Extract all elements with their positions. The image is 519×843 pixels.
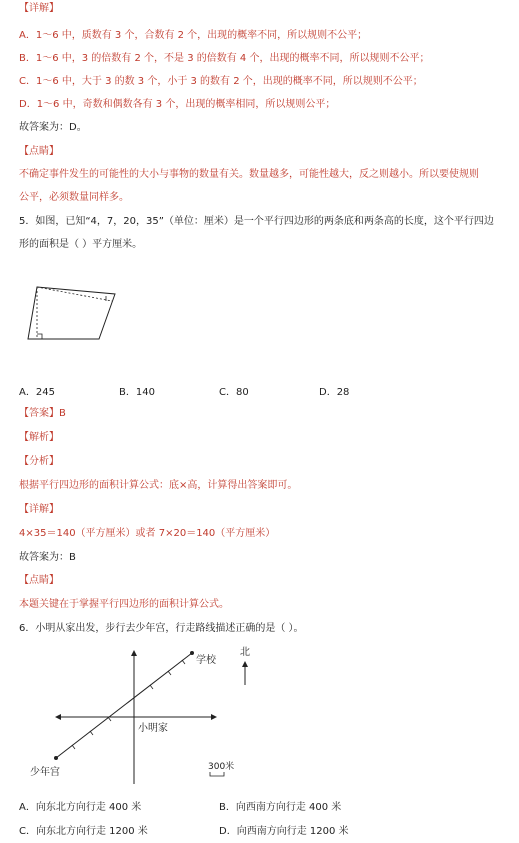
- q5-stem-line-1: 5．如图，已知“4，7，20，35”（单位：厘米）是一个平行四边形的两条底和两条高的长度，这个平行四边: [19, 216, 494, 227]
- detail-line-c: C．1～6 中，大于 3 的数 3 个，小于 3 的数有 2 个，出现的概率不同，所以规则不公平；: [19, 76, 423, 87]
- q6-option-b[interactable]: B．向西南方向行走 400 米: [219, 802, 342, 813]
- scale-bar: [210, 772, 224, 776]
- q5-option-d[interactable]: D．28: [319, 387, 350, 398]
- school-point: [190, 651, 194, 655]
- q6-option-d[interactable]: D．向西南方向行走 1200 米: [219, 826, 349, 837]
- route-line: [56, 653, 192, 758]
- route-tick: [72, 745, 75, 749]
- q5-analysis-heading: 【解析】: [19, 432, 59, 443]
- school-label: 学校: [196, 655, 216, 666]
- q5-detail-heading: 【详解】: [19, 504, 59, 515]
- scale-label: 300米: [208, 762, 235, 772]
- detail-line-d: D．1～6 中，奇数和偶数各有 3 个，出现的概率相同，所以规则公平；: [19, 99, 336, 110]
- q5-detail-text: 4×35＝140（平方厘米）或者 7×20＝140（平方厘米）: [19, 528, 276, 539]
- q5-fenxi-heading: 【分析】: [19, 456, 59, 467]
- q6-option-c[interactable]: C．向东北方向行走 1200 米: [19, 826, 148, 837]
- detail-heading: 【详解】: [19, 3, 59, 14]
- home-label: 小明家: [138, 723, 168, 734]
- q5-fenxi-text: 根据平行四边形的面积计算公式：底×高，计算得出答案即可。: [19, 480, 298, 491]
- q5-stem-line-2: 形的面积是（ ）平方厘米。: [19, 239, 143, 250]
- youth-palace-label: 少年宫: [30, 767, 60, 778]
- height-line-2: [37, 287, 112, 301]
- right-angle-mark-1: [37, 334, 42, 339]
- q6-stem: 6．小明从家出发，步行去少年宫，行走路线描述正确的是（ ）。: [19, 623, 304, 634]
- q6-options-row-1: [19, 798, 499, 812]
- q5-option-b[interactable]: B．140: [119, 387, 155, 398]
- comment-line-2: 公平，必须数量同样多。: [19, 192, 129, 203]
- q5-comment-heading: 【点睛】: [19, 575, 59, 586]
- parallelogram-shape: [28, 287, 115, 339]
- route-tick: [182, 660, 185, 664]
- parallelogram-figure: [20, 282, 125, 344]
- detail-line-b: B．1～6 中，3 的倍数有 2 个，不是 3 的倍数有 4 个，出现的概率不同，所以规则不公平；: [19, 53, 430, 64]
- route-tick: [168, 671, 171, 675]
- q6-option-a[interactable]: A．向东北方向行走 400 米: [19, 802, 142, 813]
- q5-option-c[interactable]: C．80: [219, 387, 249, 398]
- north-label: 北: [240, 647, 250, 658]
- route-tick: [150, 685, 153, 689]
- q5-option-a[interactable]: A．245: [19, 387, 55, 398]
- q5-answer: 【答案】B: [19, 408, 66, 419]
- route-tick: [90, 731, 93, 735]
- q5-options: [19, 383, 499, 397]
- route-map: [20, 645, 280, 785]
- comment-line-1: 不确定事件发生的可能性的大小与事物的数量有关。数量越多，可能性越大，反之则越小。所以要使规则: [19, 169, 479, 180]
- route-tick: [108, 717, 111, 721]
- comment-heading: 【点睛】: [19, 146, 59, 157]
- q5-answer-line: 故答案为：B: [19, 552, 76, 563]
- detail-line-a: A．1～6 中，质数有 3 个，合数有 2 个，出现的概率不同，所以规则不公平；: [19, 30, 368, 41]
- q5-comment-text: 本题关键在于掌握平行四边形的面积计算公式。: [19, 599, 229, 610]
- answer-line: 故答案为：D。: [19, 122, 87, 133]
- q6-options-row-2: [19, 822, 499, 836]
- youth-palace-point: [54, 756, 58, 760]
